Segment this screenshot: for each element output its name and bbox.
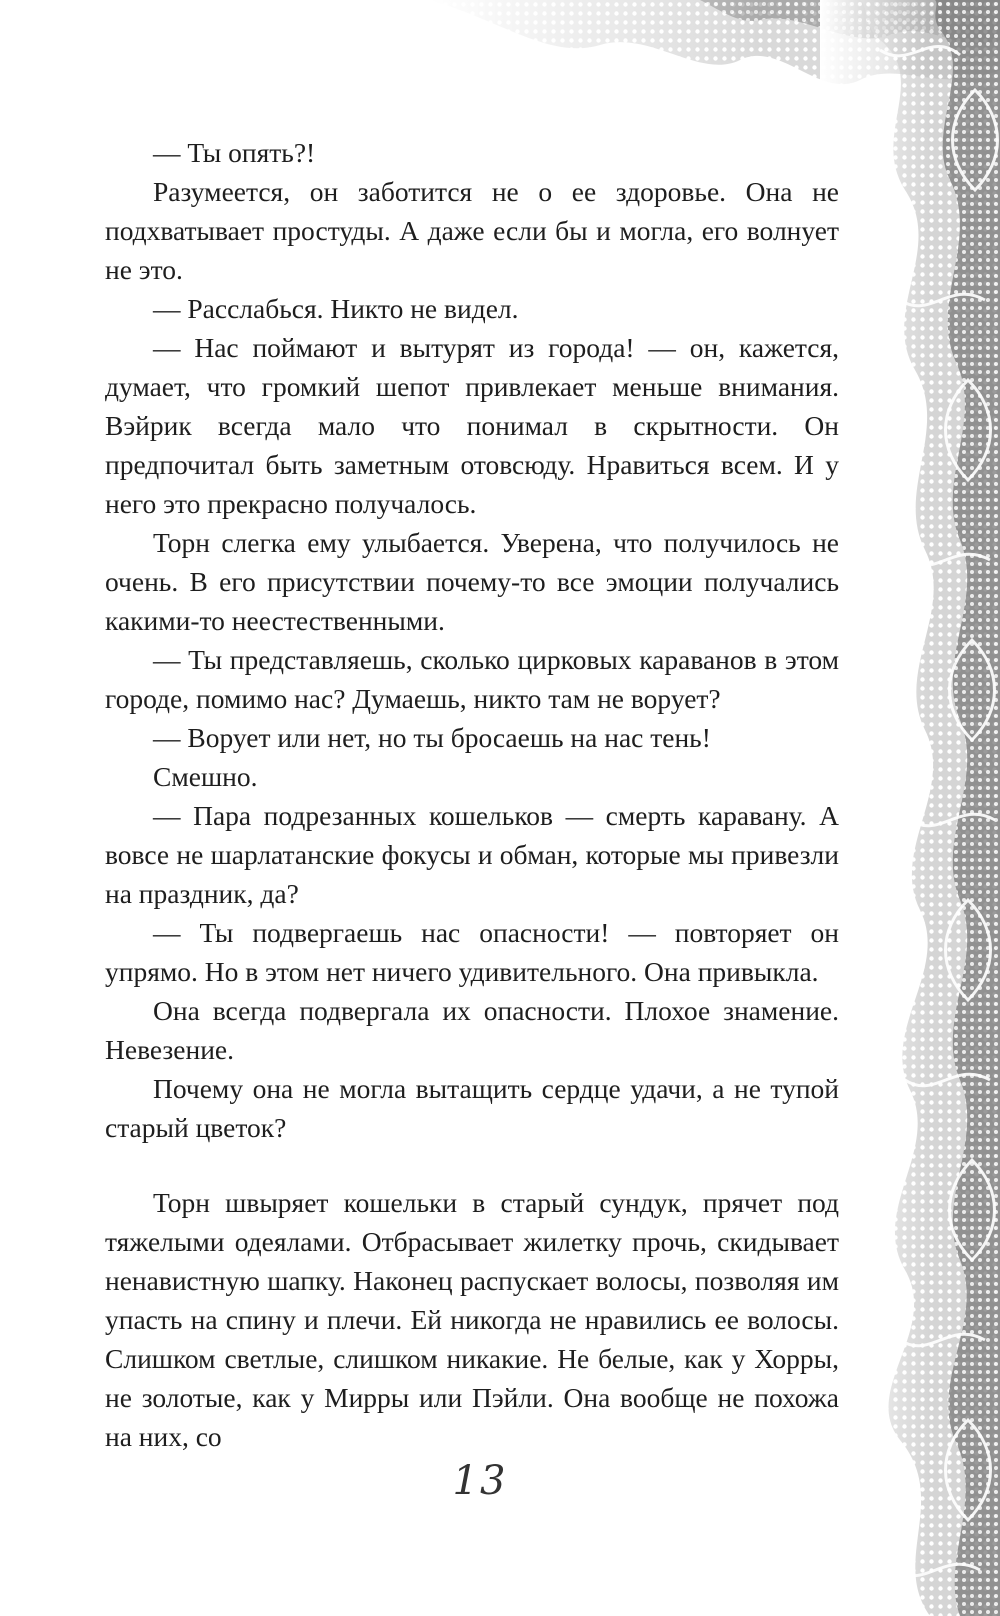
paragraph: — Расслабься. Никто не видел. [153,293,519,324]
paragraph: — Ворует или нет, но ты бросаешь на нас тень! [153,722,711,753]
section-break [105,1147,839,1183]
paragraph: Торн швыряет кошельки в старый сундук, прячет под тяжелыми одеялами. Отбрасывает жилетку прочь, скидывает ненавистную шапку. Наконец распускает волосы, позволяя им упасть на спину и плечи. Ей никогда не нравились ее волосы. Слишком светлые, слишком никакие. Не белые, как у Хорры, не золотые, как у Мирры или Пэйли. Она вообще не похожа на них, со [105,1187,839,1452]
paragraph: Смешно. [153,761,258,792]
paragraph: — Ты опять?! [153,137,316,168]
right-lace-border [820,0,1000,1616]
paragraph: — Ты подвергаешь нас опасности! — повторяет он упрямо. Но в этом нет ничего удивительного. Она привыкла. [105,917,839,987]
paragraph: — Ты представляешь, сколько цирковых караванов в этом городе, помимо нас? Думаешь, никто там не ворует? [105,644,839,714]
paragraph: — Нас поймают и вытурят из города! — он, кажется, думает, что громкий шепот привлекает меньше внимания. Вэйрик всегда мало что понимал в скрытности. Он предпочитал быть заметным отовсюду. Нравиться всем. И у него это прекрасно получалось. [105,332,839,519]
paragraph: Она всегда подвергала их опасности. Плохое знамение. Невезение. [105,995,839,1065]
page-number: 13 [452,1458,508,1504]
paragraph: — Пара подрезанных кошельков — смерть каравану. А вовсе не шарлатанские фокусы и обман, которые мы привезли на праздник, да? [105,800,839,909]
body-text [105,133,839,1456]
paragraph: Почему она не могла вытащить сердце удачи, а не тупой старый цветок? [105,1073,839,1143]
paragraph: Разумеется, он заботится не о ее здоровье. Она не подхватывает простуды. А даже если бы и могла, его волнует не это. [105,176,839,285]
paragraph: Торн слегка ему улыбается. Уверена, что получилось не очень. В его присутствии почему-то все эмоции получались какими-то неестественными. [105,527,839,636]
